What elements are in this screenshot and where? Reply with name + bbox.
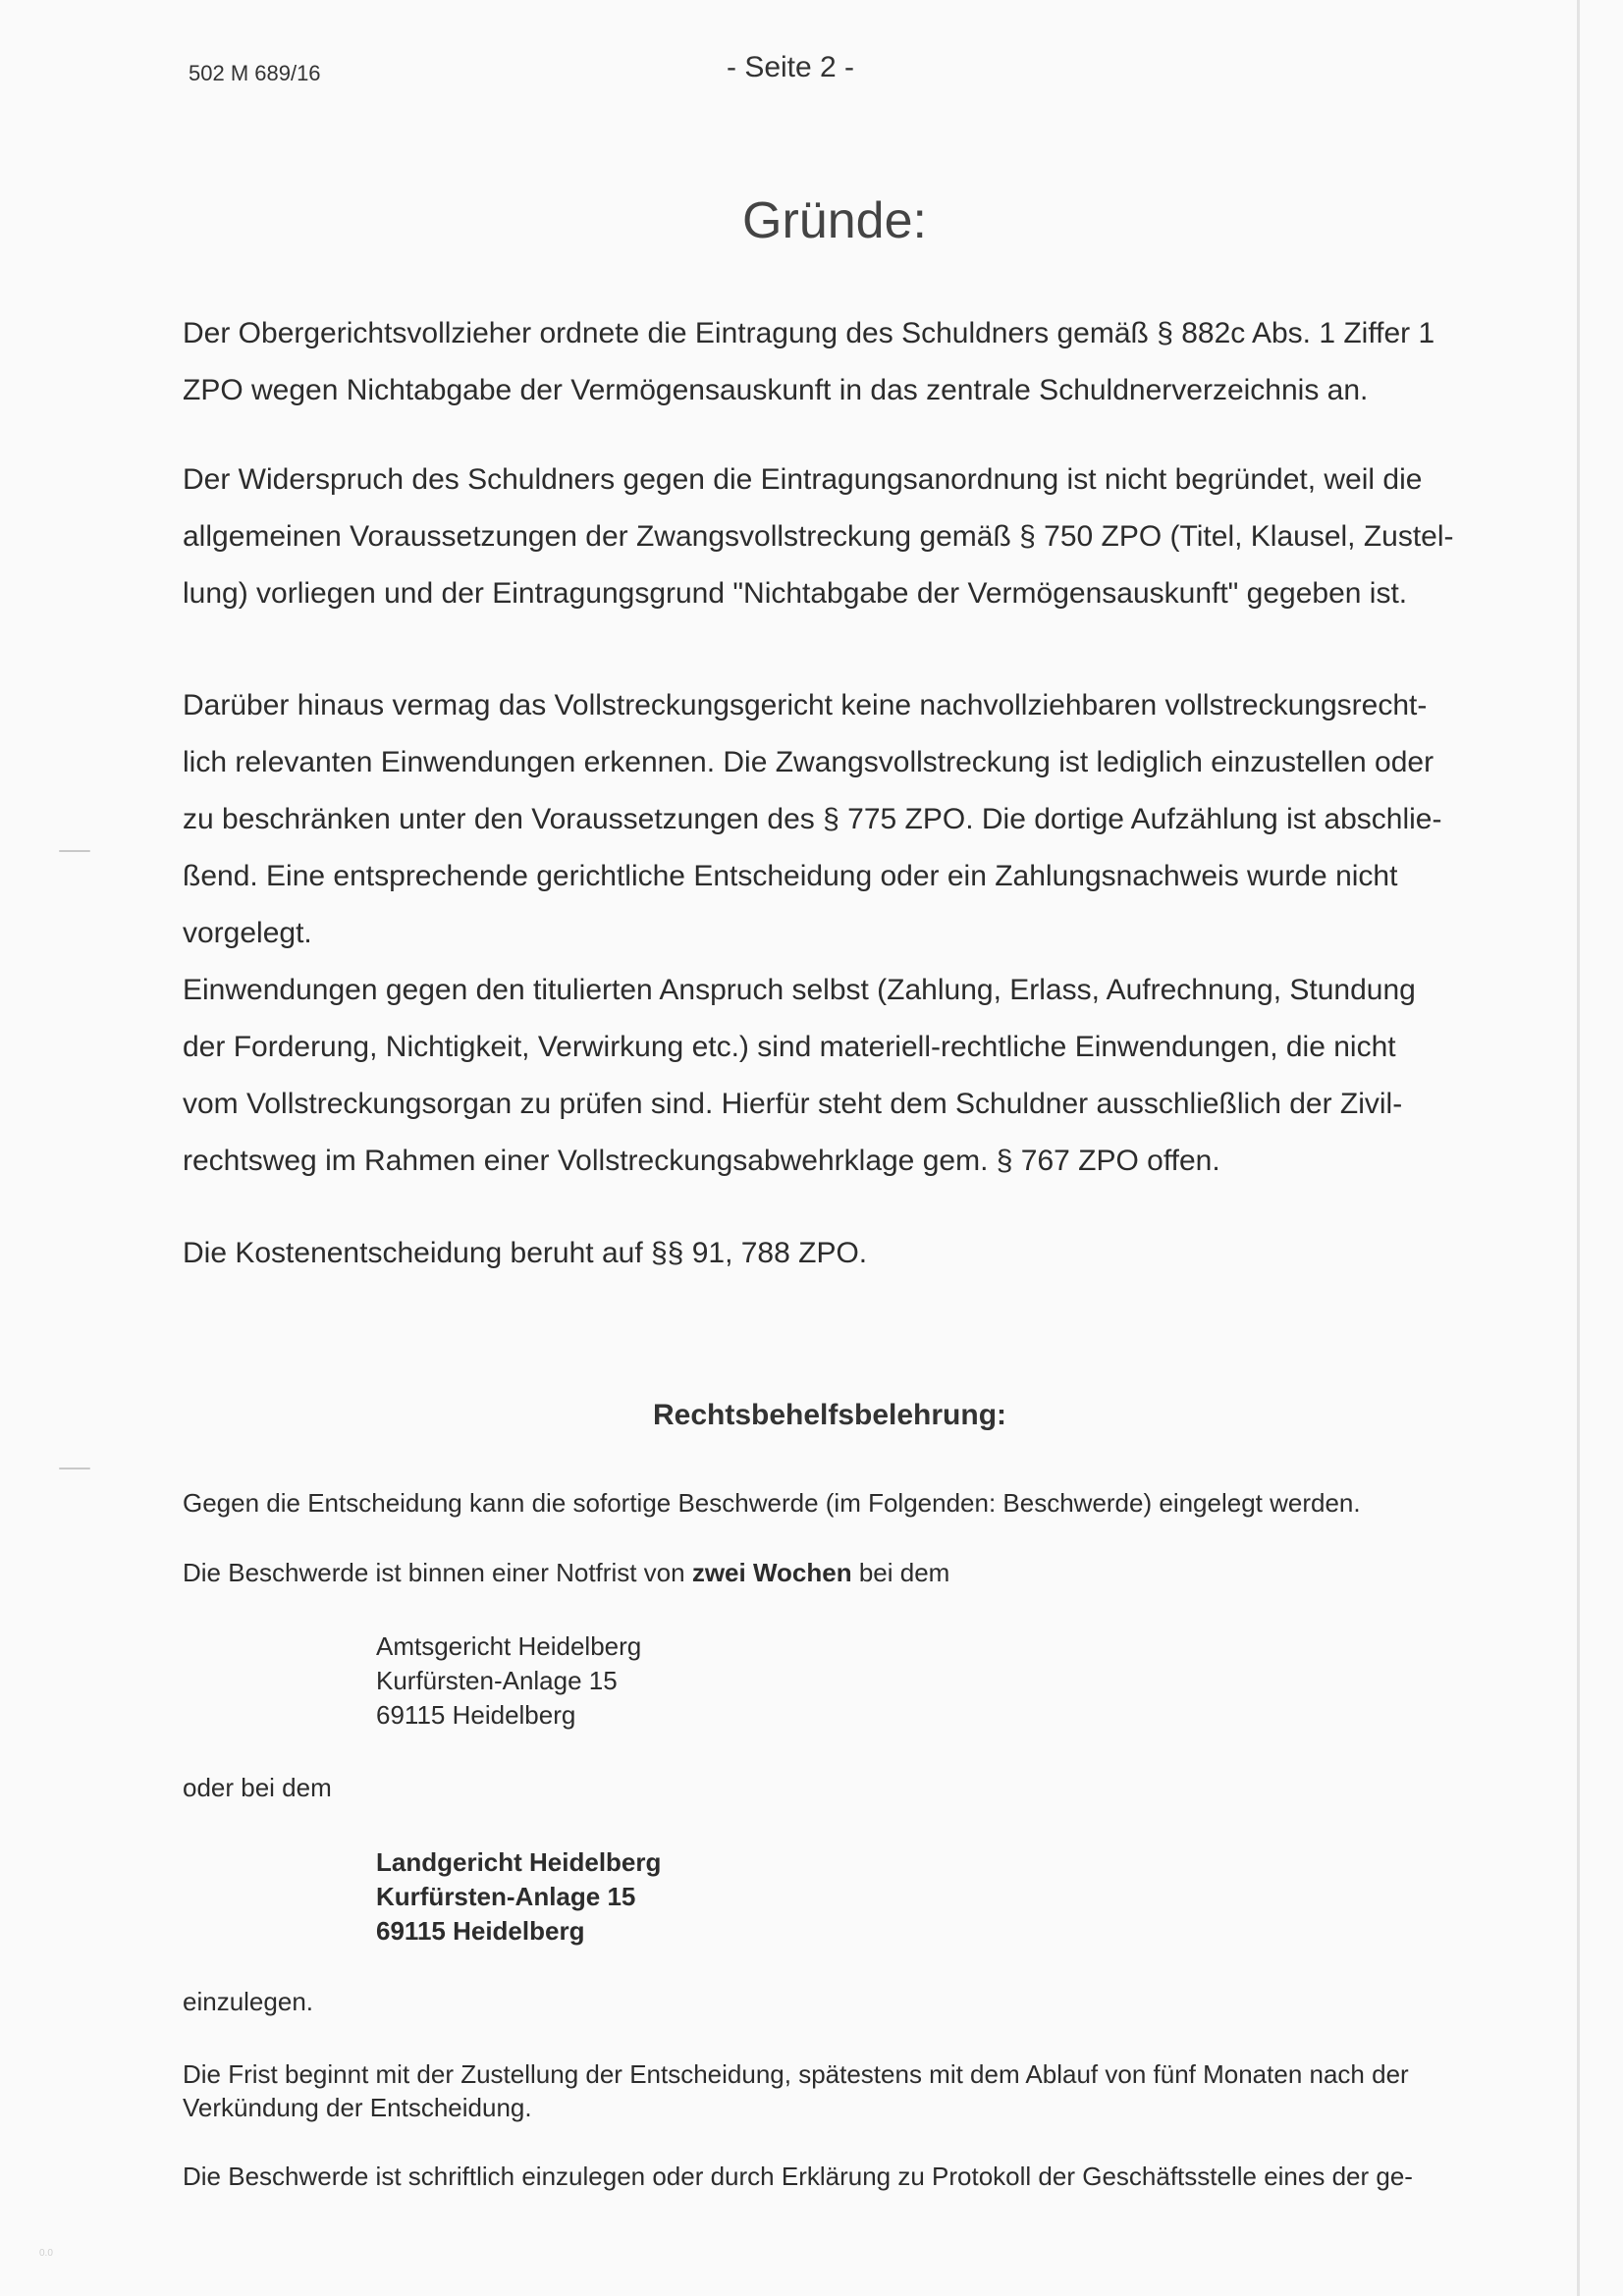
- address-line: Amtsgericht Heidelberg: [376, 1631, 642, 1661]
- text-line: ßend. Eine entsprechende gerichtliche Entscheidung oder ein Zahlungsnachweis wurde nicht: [183, 860, 1398, 892]
- page-number: - Seite 2 -: [727, 51, 855, 83]
- address-line: 69115 Heidelberg: [376, 1916, 585, 1946]
- address-landgericht: [376, 1845, 661, 1949]
- text-line: vorgelegt.: [183, 917, 312, 949]
- legal-remedy-heading: Rechtsbehelfsbelehrung:: [652, 1399, 1007, 1431]
- paragraph-registration: [183, 305, 1481, 419]
- paragraph-objection: [183, 452, 1481, 622]
- text-line: Verkündung der Entscheidung.: [183, 2093, 532, 2122]
- case-number: 502 M 689/16: [189, 61, 321, 85]
- address-amtsgericht: [376, 1629, 641, 1733]
- text-line: lung) vorliegen und der Eintragungsgrund "Nichtabgabe der Vermögensauskunft" gegeben ist.: [183, 577, 1408, 610]
- deadline-emphasis: zwei Wochen: [691, 1558, 852, 1587]
- address-line: Kurfürsten-Anlage 15: [376, 1666, 618, 1695]
- text-line: der Forderung, Nichtigkeit, Verwirkung etc.) sind materiell-rechtliche Einwendungen, die nicht: [183, 1031, 1396, 1063]
- text-line: ZPO wegen Nichtabgabe der Vermögensauskunft in das zentrale Schuldnerverzeichnis an.: [183, 374, 1369, 406]
- address-line: 69115 Heidelberg: [376, 1700, 576, 1730]
- text-line: Der Widerspruch des Schuldners gegen die Eintragungsanordnung ist nicht begründet, weil die: [183, 463, 1423, 496]
- deadline-text-end: bei dem: [851, 1558, 950, 1587]
- section-title: Gründe:: [742, 192, 927, 249]
- margin-mark: [59, 1468, 90, 1469]
- text-line: Einwendungen gegen den titulierten Anspruch selbst (Zahlung, Erlass, Aufrechnung, Stundung: [183, 974, 1416, 1006]
- text-line: zu beschränken unter den Voraussetzungen des § 775 ZPO. Die dortige Aufzählung ist abschlie-: [183, 803, 1442, 835]
- remedy-intro: Gegen die Entscheidung kann die sofortige Beschwerde (im Folgenden: Beschwerde) eingelegt werden.: [183, 1488, 1361, 1518]
- text-line: allgemeinen Voraussetzungen der Zwangsvollstreckung gemäß § 750 ZPO (Titel, Klausel, Zustel-: [183, 520, 1454, 553]
- text-line: Die Kostenentscheidung beruht auf §§ 91, 788 ZPO.: [183, 1237, 868, 1269]
- text-line: Die Frist beginnt mit der Zustellung der Entscheidung, spätestens mit dem Ablauf von fünf Monaten nach der: [183, 2059, 1409, 2089]
- text-line: Der Obergerichtsvollzieher ordnete die Eintragung des Schuldners gemäß § 882c Abs. 1 Ziffer 1: [183, 317, 1435, 349]
- text-line: rechtsweg im Rahmen einer Vollstreckungsabwehrklage gem. § 767 ZPO offen.: [183, 1145, 1220, 1177]
- page-edge-shadow: [1577, 0, 1580, 2296]
- address-line: Kurfürsten-Anlage 15: [376, 1882, 636, 1911]
- paragraph-costs: [183, 1225, 1481, 1282]
- remedy-deadline: [183, 1558, 949, 1588]
- text-line: vom Vollstreckungsorgan zu prüfen sind. Hierfür steht dem Schuldner ausschließlich der Zivil-: [183, 1088, 1403, 1120]
- paragraph-enforcement: [183, 677, 1481, 1190]
- file-text: einzulegen.: [183, 1987, 313, 2016]
- margin-mark: [59, 850, 90, 852]
- footer-mark: 0.0: [39, 2248, 53, 2259]
- text-line: Darüber hinaus vermag das Vollstreckungsgericht keine nachvollziehbaren vollstreckungsrecht-: [183, 689, 1428, 721]
- paragraph-form: Die Beschwerde ist schriftlich einzulegen oder durch Erklärung zu Protokoll der Geschäftsstelle eines der ge-: [183, 2162, 1413, 2191]
- text-line: lich relevanten Einwendungen erkennen. Die Zwangsvollstreckung ist lediglich einzustellen oder: [183, 746, 1434, 778]
- paragraph-period: [183, 2057, 1481, 2124]
- or-text: oder bei dem: [183, 1773, 332, 1802]
- deadline-text: Die Beschwerde ist binnen einer Notfrist von: [183, 1558, 692, 1587]
- address-line: Landgericht Heidelberg: [376, 1847, 662, 1877]
